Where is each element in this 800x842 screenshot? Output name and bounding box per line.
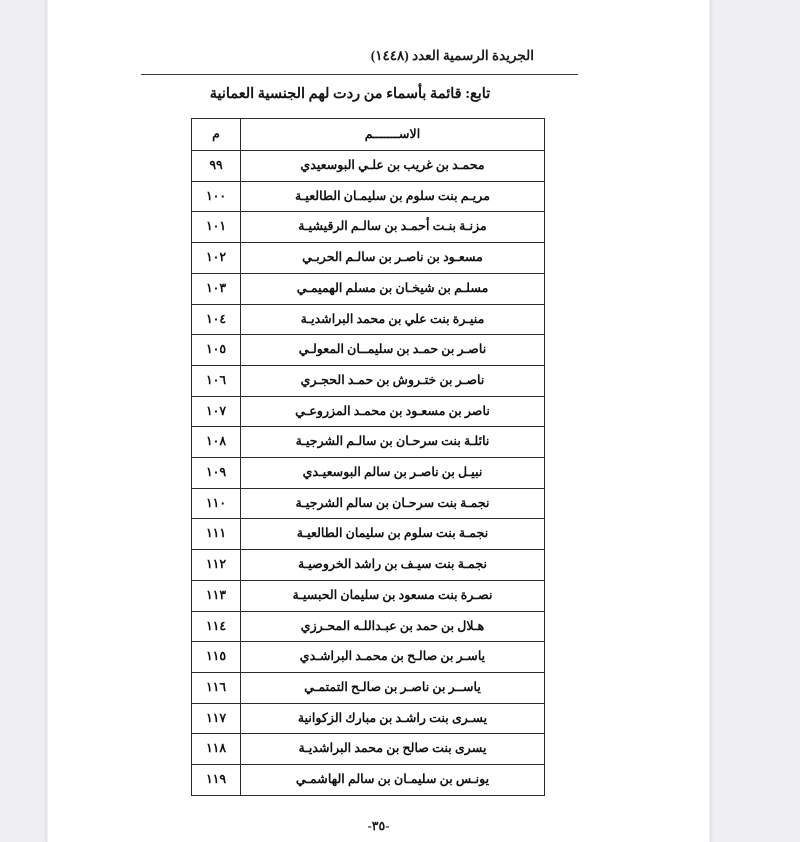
cell-number: ١٠٣ <box>192 273 241 304</box>
page-number: -٣٥- <box>367 819 390 833</box>
cell-number: ١٠٩ <box>192 458 241 489</box>
table-row <box>192 703 545 734</box>
cell-name: نجمـة بنت سيـف بن راشد الخروصيـة <box>241 550 545 581</box>
cell-number: ١٠١ <box>192 212 241 243</box>
table-row <box>192 550 545 581</box>
cell-name: نجمـة بنت سلوم بن سليمان الطالعيـة <box>241 519 545 550</box>
cell-number: ١١٦ <box>192 672 241 703</box>
cell-number: ١٠٤ <box>192 304 241 335</box>
table-row <box>192 335 545 366</box>
cell-name: نصـرة بنت مسعود بن سليمان الحبسيـة <box>241 580 545 611</box>
table-row <box>192 672 545 703</box>
cell-number: ١٠٨ <box>192 427 241 458</box>
cell-number: ١٠٦ <box>192 365 241 396</box>
cell-name: ناصـر بن حمـد بن سليمــان المعولـي <box>241 335 545 366</box>
cell-number: ١١٣ <box>192 580 241 611</box>
cell-number: ١١٠ <box>192 488 241 519</box>
table-row <box>192 611 545 642</box>
cell-number: ١٠٢ <box>192 243 241 274</box>
table-row <box>192 396 545 427</box>
cell-name: يسرى بنت صالح بن محمد البراشديـة <box>241 734 545 765</box>
cell-number: ١٠٧ <box>192 396 241 427</box>
table-row <box>192 765 545 796</box>
names-table-container <box>206 118 545 796</box>
cell-name: محمـد بن غريب بن علـي البوسعيدي <box>241 151 545 182</box>
cell-name: ناصـر بن ختـروش بن حمـد الحجـري <box>241 365 545 396</box>
cell-number: ١٠٥ <box>192 335 241 366</box>
cell-name: يسـرى بنت راشـد بن مبارك الزكوانية <box>241 703 545 734</box>
table-body <box>192 151 545 796</box>
header-rule <box>141 74 578 75</box>
table-row <box>192 151 545 182</box>
cell-number: ١١٥ <box>192 642 241 673</box>
cell-name: مسعـود بن ناصـر بن سالـم الحربـي <box>241 243 545 274</box>
cell-number: ١١٧ <box>192 703 241 734</box>
cell-name: نبيـل بن ناصـر بن سالم البوسعيـدي <box>241 458 545 489</box>
cell-name: ناصر بن مسعـود بن محمـد المزروعـي <box>241 396 545 427</box>
cell-name: يونـس بن سليمـان بن سالم الهاشمـي <box>241 765 545 796</box>
cell-number: ٩٩ <box>192 151 241 182</box>
table-row <box>192 304 545 335</box>
table-row <box>192 580 545 611</box>
table-row <box>192 519 545 550</box>
table-row <box>192 488 545 519</box>
cell-number: ١١٢ <box>192 550 241 581</box>
cell-number: ١١٨ <box>192 734 241 765</box>
table-header-row <box>192 119 545 151</box>
table-row <box>192 243 545 274</box>
cell-name: ياســر بن ناصـر بن صالـح التمتمـي <box>241 672 545 703</box>
cell-name: هـلال بن حمد بن عبـداللـه المحـرزي <box>241 611 545 642</box>
table-row <box>192 273 545 304</box>
table-row <box>192 458 545 489</box>
table-row <box>192 642 545 673</box>
cell-name: نائلـة بنت سرحـان بن سالـم الشرجيـة <box>241 427 545 458</box>
paper-edge-left <box>46 0 48 842</box>
names-table <box>191 118 545 796</box>
column-header-name: الاســـــــم <box>241 119 545 151</box>
table-header <box>192 119 545 151</box>
cell-number: ١١٩ <box>192 765 241 796</box>
running-head: الجريدة الرسمية العدد (١٤٤٨) <box>370 48 534 63</box>
cell-name: منيـرة بنت علي بن محمد البراشديـة <box>241 304 545 335</box>
cell-name: مسلـم بن شيخـان بن مسلم الهميمـي <box>241 273 545 304</box>
paper-edge-right <box>709 0 711 842</box>
cell-name: ياسـر بن صالـح بن محمـد البراشـدي <box>241 642 545 673</box>
cell-name: مريـم بنت سلوم بن سليمـان الطالعيـة <box>241 181 545 212</box>
table-row <box>192 427 545 458</box>
page-title: تابع: قائمة بأسماء من ردت لهم الجنسية العمانية <box>209 86 491 102</box>
table-row <box>192 365 545 396</box>
cell-number: ١١٤ <box>192 611 241 642</box>
column-header-number: م <box>192 119 241 151</box>
table-row <box>192 181 545 212</box>
table-row <box>192 212 545 243</box>
cell-number: ١٠٠ <box>192 181 241 212</box>
table-row <box>192 734 545 765</box>
cell-name: مزنـة بنـت أحمـد بن سالـم الرقيشيـة <box>241 212 545 243</box>
cell-number: ١١١ <box>192 519 241 550</box>
cell-name: نجمـة بنت سرحـان بن سالم الشرجيـة <box>241 488 545 519</box>
